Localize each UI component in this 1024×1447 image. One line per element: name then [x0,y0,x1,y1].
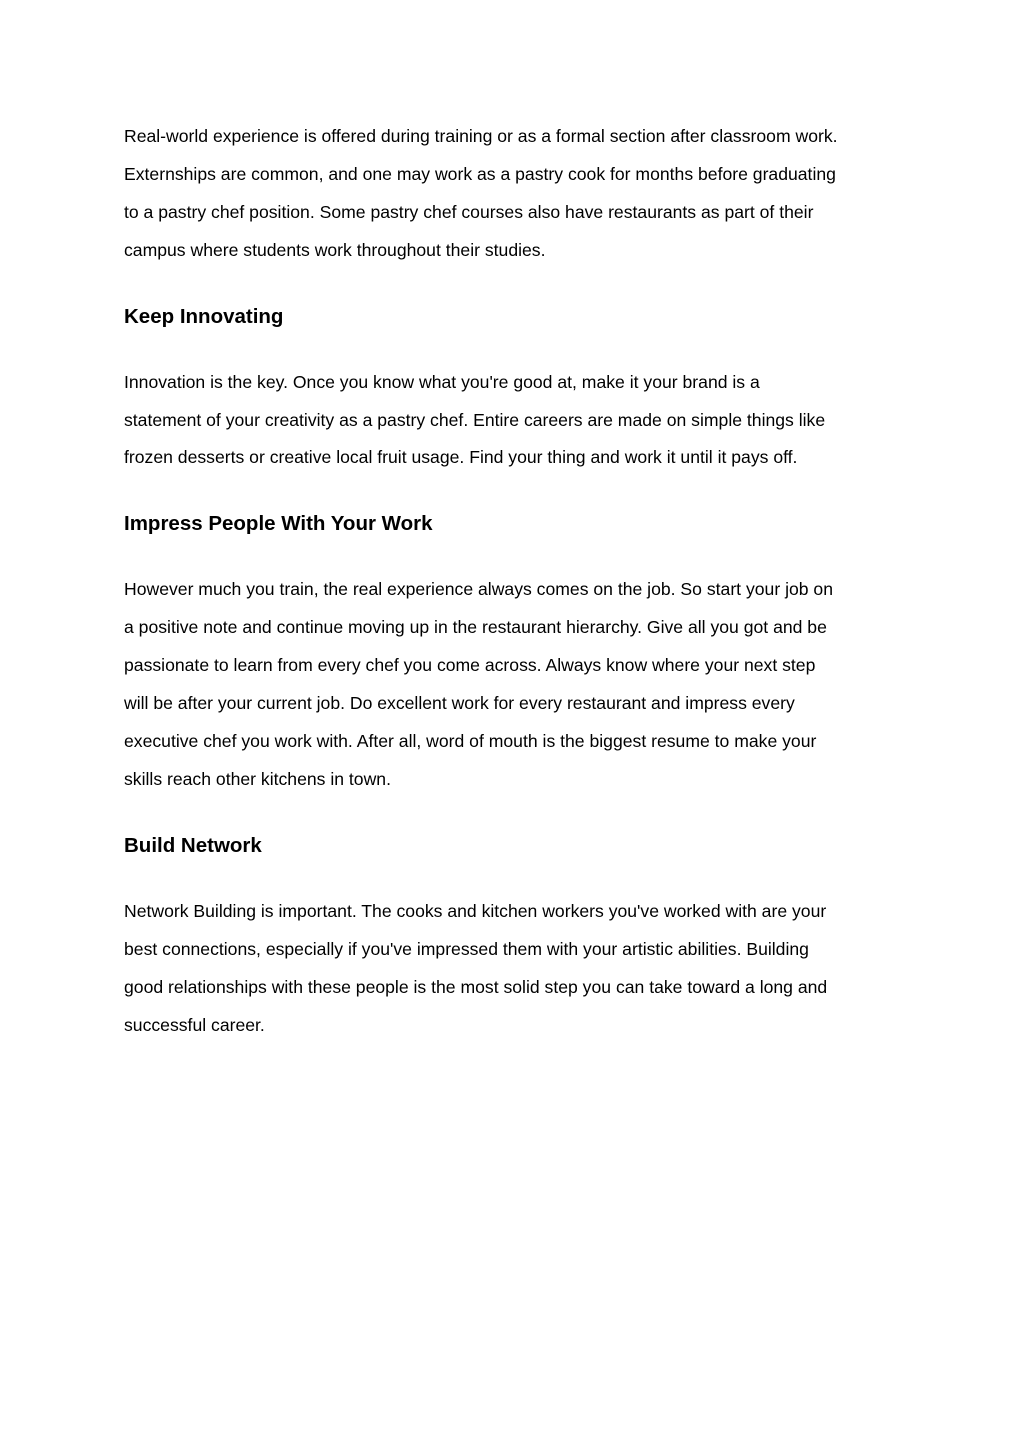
section-heading-build-network: Build Network [124,833,262,857]
document-body [124,118,914,1044]
build-network-paragraph: Network Building is important. The cooks and kitchen workers you've worked with are your best connections, especially if you've impressed them with your artistic abilities. Building good relationships with these people is the most solid step you can take toward a long and successful career. [124,900,828,1035]
section-heading-keep-innovating: Keep Innovating [124,304,284,328]
intro-paragraph: Real-world experience is offered during training or as a formal section after classroom work. Externships are common, and one may work as a pastry cook for months before graduating to a pastry chef position. Some pastry chef courses also have restaurants as part of their campus where students work throughout their studies. [124,126,838,260]
impress-people-paragraph: However much you train, the real experience always comes on the job. So start your job on a positive note and continue moving up in the restaurant hierarchy. Give all you got and be passionate to learn from every chef you come across. Always know where your next step will be after your current job. Do excellent work for every restaurant and impress every executive chef you work with. After all, word of mouth is the biggest resume to make your skills reach other kitchens in town. [124,579,833,789]
keep-innovating-paragraph: Innovation is the key. Once you know what you're good at, make it your brand is a statement of your creativity as a pastry chef. Entire careers are made on simple things like frozen desserts or creative local fruit usage. Find your thing and work it until it pays off. [124,371,826,468]
section-heading-impress-people: Impress People With Your Work [124,512,433,536]
